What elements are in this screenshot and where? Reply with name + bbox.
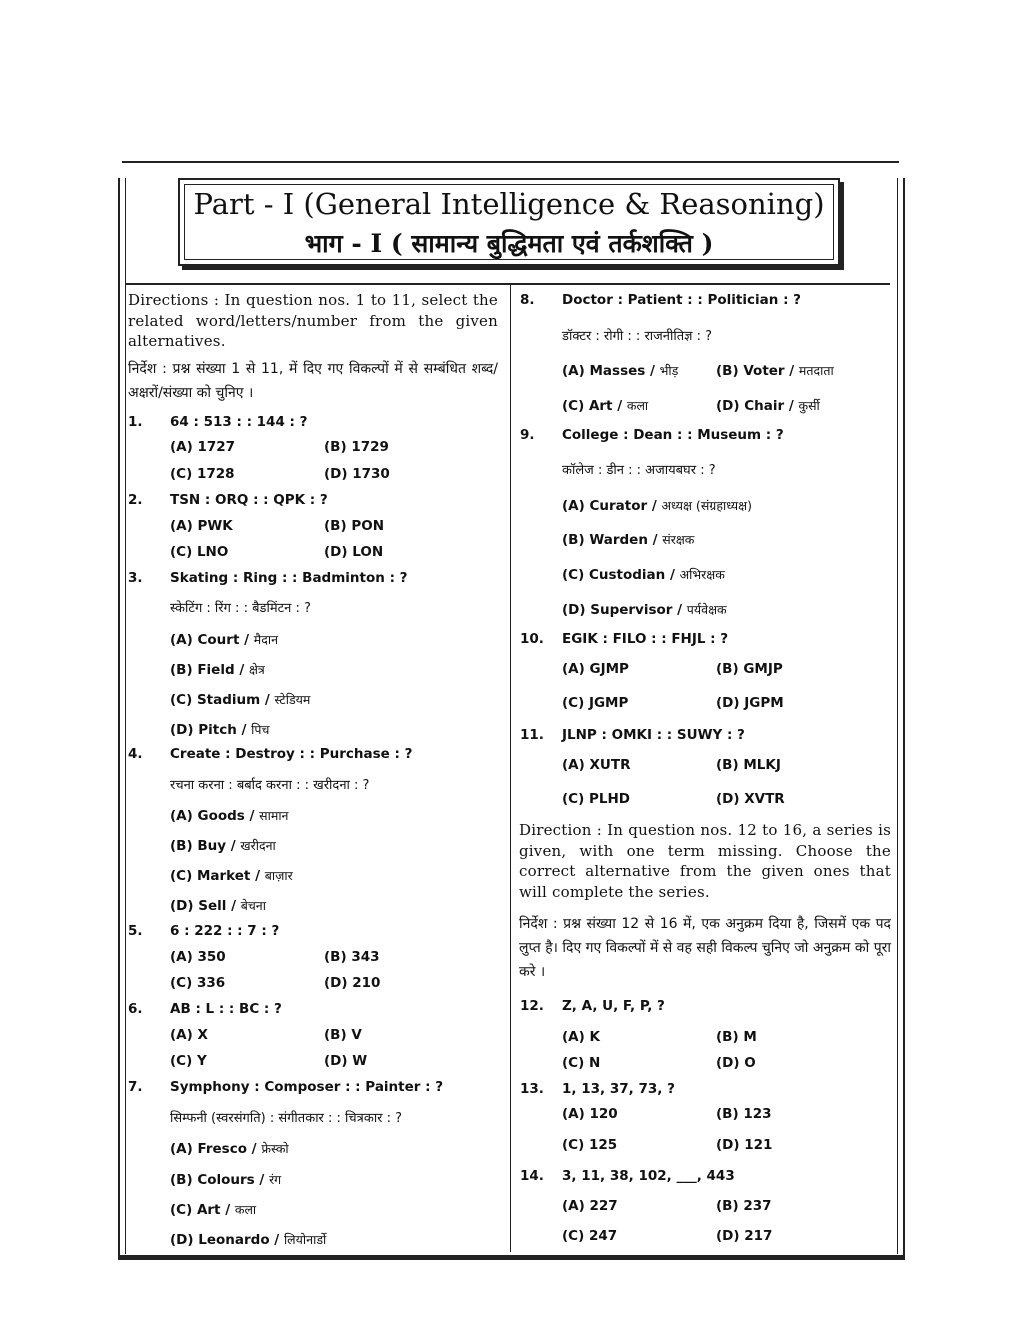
option-b: (B) Buy / खरीदना [170, 838, 276, 854]
question-text: 1, 13, 37, 73, ? [562, 1081, 675, 1097]
question-text: 6 : 222 : : 7 : ? [170, 923, 280, 939]
option-c: (C) 125 [562, 1137, 618, 1153]
question-text: Symphony : Composer : : Painter : ? [170, 1079, 444, 1095]
option-d: (D) Leonardo / लियोनार्डो [170, 1232, 327, 1248]
option-d: (D) 121 [716, 1137, 773, 1153]
option-a: (A) X [170, 1027, 208, 1043]
option-a: (A) PWK [170, 518, 233, 534]
question-text-hindi: स्केटिंग : रिंग : : बैडमिंटन : ? [170, 601, 311, 616]
option-c: (C) Market / बाज़ार [170, 868, 293, 884]
question-text: 64 : 513 : : 144 : ? [170, 414, 308, 430]
question-text: TSN : ORQ : : QPK : ? [170, 492, 328, 508]
directions-english: Directions : In question nos. 1 to 11, select the related word/letters/number from the given alternatives. [128, 291, 498, 350]
question-number: 8. [520, 292, 535, 308]
option-d: (D) 210 [324, 975, 381, 991]
question-text: Z, A, U, F, P, ? [562, 998, 665, 1014]
title-english: Part - I (General Intelligence & Reasoning) [193, 187, 825, 221]
frame-bottom-rule [118, 1255, 905, 1260]
question-text: Skating : Ring : : Badminton : ? [170, 570, 408, 586]
option-a: (A) Court / मैदान [170, 632, 279, 648]
option-b: (B) 237 [716, 1198, 772, 1214]
question-text-hindi: सिम्फनी (स्वरसंगति) : संगीतकार : : चित्रकार : ? [170, 1111, 403, 1126]
option-d: (D) W [324, 1053, 368, 1069]
frame-right-inner [897, 178, 898, 1254]
option-b: (B) V [324, 1027, 362, 1043]
option-d: (D) 1730 [324, 466, 390, 482]
question-number: 10. [520, 631, 544, 647]
option-a: (A) Fresco / फ्रेस्को [170, 1141, 289, 1157]
option-a: (A) Curator / अध्यक्ष (संग्रहाध्यक्ष) [562, 498, 752, 514]
column-divider [510, 284, 511, 1252]
option-c: (C) Y [170, 1053, 207, 1069]
question-text: 3, 11, 38, 102, ___, 443 [562, 1168, 735, 1184]
question-number: 9. [520, 427, 535, 443]
option-c: (C) N [562, 1055, 601, 1071]
question-number: 14. [520, 1168, 544, 1184]
question-number: 2. [128, 492, 143, 508]
question-text-hindi: कॉलेज : डीन : : अजायबघर : ? [562, 463, 716, 478]
question-text-hindi: रचना करना : बर्बाद करना : : खरीदना : ? [170, 778, 370, 793]
option-d: (D) Supervisor / पर्यवेक्षक [562, 602, 727, 618]
question-number: 3. [128, 570, 143, 586]
question-text: EGIK : FILO : : FHJL : ? [562, 631, 729, 647]
question-text-hindi: डॉक्टर : रोगी : : राजनीतिज्ञ : ? [562, 329, 713, 344]
question-number: 5. [128, 923, 143, 939]
option-a: (A) XUTR [562, 757, 631, 773]
question-number: 6. [128, 1001, 143, 1017]
option-b: (B) Field / क्षेत्र [170, 662, 265, 678]
directions-hindi: निर्देश : प्रश्न संख्या 1 से 11, में दिए गए विकल्पों में से सम्बंधित शब्द/अक्षरों/संख्या को चुनिए । [128, 361, 498, 401]
option-c: (C) 1728 [170, 466, 235, 482]
option-a: (A) K [562, 1029, 600, 1045]
option-b: (B) MLKJ [716, 757, 781, 773]
frame-right-outer [903, 178, 905, 1260]
option-a: (A) Goods / सामान [170, 808, 289, 824]
option-b: (B) PON [324, 518, 384, 534]
option-d: (D) LON [324, 544, 384, 560]
option-c: (C) Art / कला [562, 398, 649, 414]
option-d: (D) O [716, 1055, 756, 1071]
option-b: (B) GMJP [716, 661, 783, 677]
option-a: (A) 227 [562, 1198, 618, 1214]
option-b: (B) 123 [716, 1106, 772, 1122]
option-c: (C) LNO [170, 544, 229, 560]
frame-left-outer [118, 178, 120, 1260]
question-number: 4. [128, 746, 143, 762]
option-d: (D) Pitch / पिच [170, 722, 270, 738]
option-b: (B) 343 [324, 949, 380, 965]
option-a: (A) GJMP [562, 661, 629, 677]
option-b: (B) M [716, 1029, 757, 1045]
option-d: (D) JGPM [716, 695, 784, 711]
question-text: JLNP : OMKI : : SUWY : ? [562, 727, 745, 743]
question-text: Create : Destroy : : Purchase : ? [170, 746, 413, 762]
directions-series-hindi: निर्देश : प्रश्न संख्या 12 से 16 में, एक अनुक्रम दिया है, जिसमें एक पद लुप्त है। दिए गए विकल्पों में से वह सही विकल्प चुनिए जो अनुक्रम को पूरा करे । [519, 916, 892, 980]
option-d: (D) Sell / बेचना [170, 898, 266, 914]
option-c: (C) Art / कला [170, 1202, 257, 1218]
option-c: (C) Stadium / स्टेडियम [170, 692, 311, 708]
question-number: 13. [520, 1081, 544, 1097]
option-b: (B) 1729 [324, 439, 389, 455]
option-b: (B) Voter / मतदाता [716, 363, 834, 379]
frame-left-inner [125, 178, 126, 1254]
title-box [178, 178, 840, 266]
option-a: (A) 1727 [170, 439, 236, 455]
question-text: AB : L : : BC : ? [170, 1001, 282, 1017]
question-number: 12. [520, 998, 544, 1014]
option-c: (C) JGMP [562, 695, 629, 711]
option-a: (A) 120 [562, 1106, 618, 1122]
question-number: 1. [128, 414, 143, 430]
header-bottom-rule [125, 283, 890, 285]
option-b: (B) Warden / संरक्षक [562, 532, 695, 548]
option-c: (C) 336 [170, 975, 226, 991]
question-text: Doctor : Patient : : Politician : ? [562, 292, 801, 308]
option-d: (D) 217 [716, 1228, 773, 1244]
option-d: (D) XVTR [716, 791, 785, 807]
directions-series-english: Direction : In question nos. 12 to 16, a series is given, with one term missing. Choose the correct alternative from the given ones that will complete the series. [519, 821, 891, 901]
top-rule [122, 161, 899, 163]
option-c: (C) 247 [562, 1228, 618, 1244]
question-number: 7. [128, 1079, 143, 1095]
option-a: (A) 350 [170, 949, 226, 965]
option-b: (B) Colours / रंग [170, 1172, 282, 1188]
option-c: (C) Custodian / अभिरक्षक [562, 567, 725, 583]
question-number: 11. [520, 727, 544, 743]
question-text: College : Dean : : Museum : ? [562, 427, 784, 443]
title-hindi: भाग - I ( सामान्य बुद्धिमता एवं तर्कशक्ति ) [304, 229, 714, 258]
option-d: (D) Chair / कुर्सी [716, 398, 820, 414]
option-a: (A) Masses / भीड़ [562, 363, 679, 379]
option-c: (C) PLHD [562, 791, 630, 807]
